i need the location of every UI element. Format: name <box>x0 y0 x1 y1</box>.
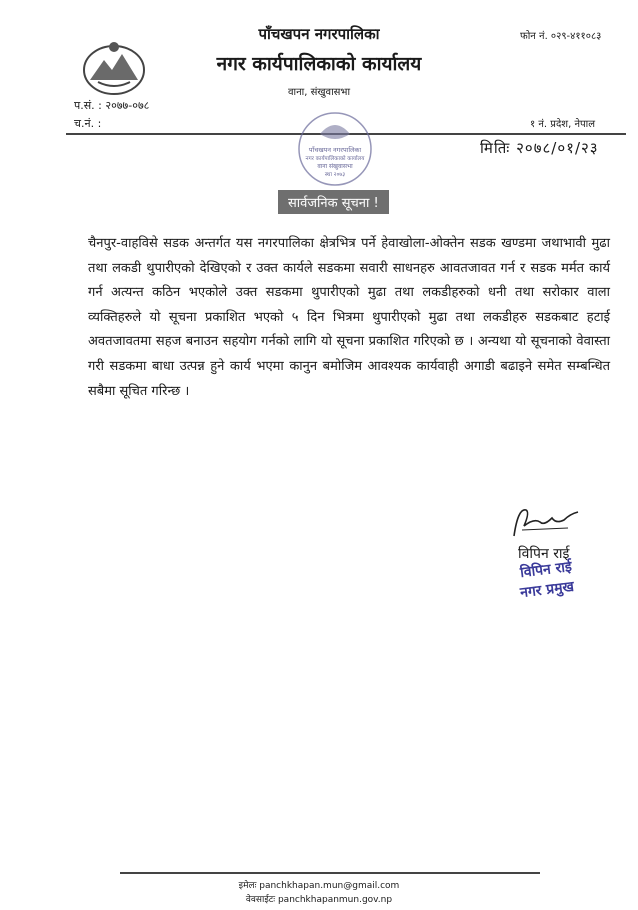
stamp-name: विपिन राई <box>519 558 573 582</box>
notice-body: चैनपुर-वाहविसे सडक अन्तर्गत यस नगरपालिका क्षेत्रभित्र पर्ने हेवाखोला-ओक्तेन सडक खण्डमा जथाभावी मुढा तथा लकडी थुपारीएको देखिएको र उक्त कार्यले सडकमा सवारी साधनहरु आवतजावत गर्न र सडक मर्मत कार्य गर्न अत्यन्त कठिन भएकोले उक्त सडकमा थुपारीएको मुढा तथा लकडीहरुको धनी तथा सरोकार वाला व्यक्तिहरुले यो सूचना प्रकाशित भएको ५ दिन भित्रमा थुपारीएको मुढा तथा लकडीहरु सडकबाट हटाई अवतजावतमा सहज बनाउन सहयोग गर्नको लागि यो सूचना प्रकाशित गरिएको छ । अन्यथा यो सूचनाको वेवास्ता गरी सडकमा बाधा उत्पन्न हुने कार्य भएमा कानुन बमोजिम आवश्यक कार्यवाही अगाडी बढाइने समेत सम्बन्धित सबैमा सूचित गरिन्छ । <box>88 236 610 399</box>
office-name: नगर कार्यपालिकाको कार्यालय <box>216 53 422 75</box>
reference-number: प.सं. : २०७७-०७८ <box>74 99 150 112</box>
seal-line3: वाना संखुवासभा <box>317 163 353 170</box>
footer-website: वेवसाईटः panchkhapanmun.gov.np <box>245 895 393 905</box>
seal-line1: पाँचखपन नगरपालिका <box>308 146 362 154</box>
footer-email: इमेलः panchkhapan.mun@gmail.com <box>238 881 400 891</box>
org-name: पाँचखपन नगरपालिका <box>258 25 380 43</box>
office-seal-icon <box>296 108 374 190</box>
notice-date: मितिः २०७८/०१/२३ <box>480 139 599 157</box>
office-address: वाना, संखुवासभा <box>287 87 351 98</box>
notice-title: सार्वजनिक सूचना ! <box>278 190 389 214</box>
footer-divider <box>120 872 540 874</box>
signatory-name: विपिन राई <box>518 546 570 562</box>
handwritten-signature-icon <box>508 500 588 542</box>
phone-number: फोन नं. ०२९-४११०८३ <box>520 31 602 42</box>
stamp-title: नगर प्रमुख <box>519 578 575 602</box>
dispatch-number: च.नं. : <box>74 117 102 130</box>
seal-line4: स्था २०७३ <box>324 172 346 178</box>
seal-line2: नगर कार्यपालिकाको कार्यालय <box>305 156 365 162</box>
province: १ नं. प्रदेश, नेपाल <box>530 119 596 130</box>
